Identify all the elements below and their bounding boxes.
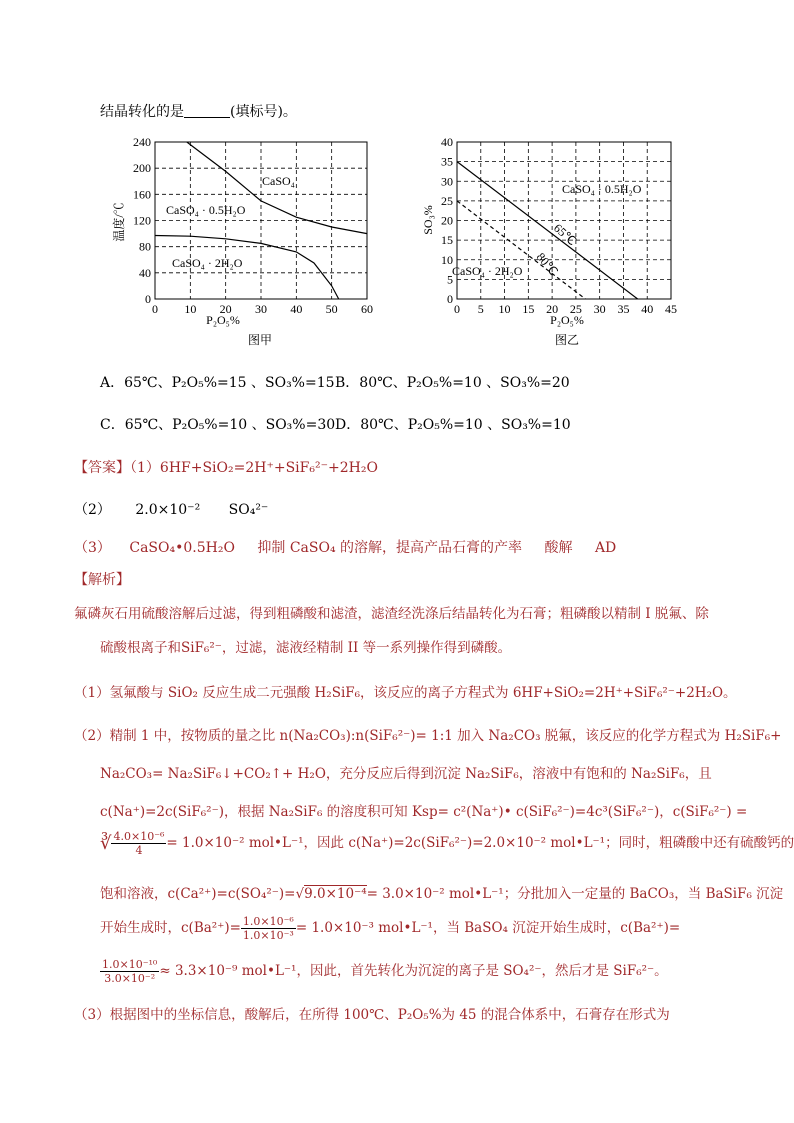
fraction-baso4 (100, 958, 159, 985)
y-tick-label: 240 (133, 135, 151, 149)
x-tick-label: 30 (593, 302, 606, 316)
analysis-p3f-line (100, 915, 680, 942)
figure-b (420, 132, 720, 361)
fraction-denominator: 4 (135, 844, 143, 857)
y-tick-label: 40 (441, 135, 453, 149)
answer-label: 【答案】 (74, 460, 130, 476)
x-tick-label: 10 (184, 302, 197, 316)
fraction-denominator: 3.0×10⁻² (104, 972, 156, 985)
y-tick-label: 15 (441, 233, 453, 248)
analysis-p3d: = 1.0×10⁻² mol•L⁻¹，因此 c(Na⁺)=2c(SiF₆²⁻)=2.0×10⁻² mol•L⁻¹；同时，粗磷酸中还有硫酸钙的 (166, 835, 794, 851)
y-tick-label: 20 (441, 213, 453, 228)
fraction-ba (241, 915, 296, 942)
figure-b-ylabel: SO₃% (421, 205, 435, 235)
analysis-p2: （1）氢氟酸与 SiO₂ 反应生成二元强酸 H₂SiF₆，该反应的离子方程式为 6HF+SiO₂=2H⁺+SiF₆²⁻+2H₂O。 (74, 685, 737, 701)
option-b: B．80℃、P₂O₅%=10 、SO₃%=20 (335, 375, 570, 391)
figure-a-caption: 图甲 (247, 333, 273, 347)
x-tick-label: 20 (546, 302, 559, 316)
x-tick-label: 60 (361, 302, 373, 316)
figure-a (110, 132, 410, 361)
analysis-p3c: c(Na⁺)=2c(SiF₆²⁻)，根据 Na₂SiF₆ 的溶度积可知 Ksp= c²(Na⁺)• c(SiF₆²⁻)=4c³(SiF₆²⁻)，c(SiF₆²⁻) = (100, 804, 748, 820)
y-tick-label: 80 (139, 239, 151, 254)
fraction-numerator: 4.0×10⁻⁶ (113, 830, 165, 843)
answer-line-1 (74, 457, 378, 477)
y-tick-label: 120 (133, 213, 151, 228)
analysis-p3: （2）精制 1 中，按物质的量之比 n(Na₂CO₃):n(SiF₆²⁻)= 1:1 加入 Na₂CO₃ 脱氟，该反应的化学方程式为 H₂SiF₆+ (74, 728, 782, 744)
figure-b-caption: 图乙 (554, 333, 580, 347)
figure-a-chart (110, 132, 410, 357)
analysis-p3f-b: = 1.0×10⁻³ mol•L⁻¹，当 BaSO₄ 沉淀开始生成时，c(Ba²⁺)= (295, 920, 681, 936)
answer-1: （1）6HF+SiO₂=2H⁺+SiF₆²⁻+2H₂O (130, 460, 378, 476)
region-label-dihydrate: CaSO₄ · 2H₂O (172, 256, 243, 270)
analysis-p3g-line (100, 958, 668, 985)
answer-2-number: （2） (74, 502, 111, 518)
x-tick-label: 10 (498, 302, 511, 316)
blank-hint: (填标号)。 (230, 104, 297, 120)
analysis-p3e-b: = 3.0×10⁻² mol•L⁻¹；分批加入一定量的 BaCO₃，当 BaSiF₆ 沉淀 (366, 886, 784, 902)
analysis-p1: 氟磷灰石用硫酸溶解后过滤，得到粗磷酸和滤渣，滤渣经洗涤后结晶转化为石膏；粗磷酸以精制 I 脱氟、除 (74, 606, 709, 622)
region-label-hemihydrate: CaSO₄ · 0.5H₂O (166, 203, 246, 217)
analysis-p3b: Na₂CO₃= Na₂SiF₆↓+CO₂↑+ H₂O，充分反应后得到沉淀 Na₂SiF₆，溶液中有饱和的 Na₂SiF₆，且 (100, 766, 712, 782)
region-label-dihydrate-b: CaSO₄ · 2H₂O (452, 264, 523, 278)
answer-line-3 (74, 537, 616, 557)
option-d: D．80℃、P₂O₅%=10 、SO₃%=10 (335, 417, 571, 433)
analysis-p3g: ≈ 3.3×10⁻⁹ mol•L⁻¹，因此，首先转化为沉淀的离子是 SO₄²⁻，然后才是 SiF₆²⁻。 (159, 963, 668, 979)
y-tick-label: 160 (133, 187, 151, 202)
answer-3-item: CaSO₄•0.5H₂O (129, 540, 235, 556)
y-tick-label: 40 (139, 265, 151, 280)
answer-3-item: 抑制 CaSO₄ 的溶解，提高产品石膏的产率 (257, 540, 523, 556)
x-tick-label: 40 (290, 302, 303, 316)
analysis-label: 【解析】 (74, 572, 130, 588)
region-label-hemihydrate-b: CaSO₄ · 0.5H₂O (562, 182, 642, 196)
series-line (457, 201, 585, 299)
y-tick-label: 25 (441, 193, 453, 208)
analysis-p4: （3）根据图中的坐标信息，酸解后，在所得 100℃、P₂O₅%为 45 的混合体系中，石膏存在形式为 (74, 1007, 670, 1023)
line-label-80: 80℃ (533, 249, 561, 279)
x-tick-label: 50 (325, 302, 338, 316)
analysis-p1b: 硫酸根离子和SiF₆²⁻，过滤，滤液经精制 II 等一系列操作得到磷酸。 (100, 640, 512, 656)
question-tail (100, 101, 297, 121)
answer-3-item: AD (594, 540, 617, 556)
y-tick-label: 200 (133, 161, 151, 176)
analysis-p3f-a: 开始生成时，c(Ba²⁺)= (100, 920, 241, 936)
y-tick-label: 30 (441, 174, 453, 189)
y-tick-label: 0 (145, 292, 151, 306)
figure-a-xlabel: P₂O₅% (206, 313, 240, 327)
question-text: 结晶转化的是 (100, 104, 184, 120)
x-tick-label: 35 (617, 302, 630, 316)
y-tick-label: 10 (441, 252, 453, 267)
line-label-65: 65℃ (550, 220, 580, 249)
x-tick-label: 15 (522, 302, 535, 316)
x-tick-label: 40 (641, 302, 654, 316)
analysis-p3e-line: 饱和溶液，c(Ca²⁺)=c(SO₄²⁻)=√9.0×10⁻⁴= 3.0×10⁻² mol•L⁻¹；分批加入一定量的 BaCO₃，当 BaSiF₆ 沉淀 (100, 886, 784, 902)
answer-3-number: （3） (74, 540, 111, 556)
fraction-numerator: 1.0×10⁻⁶ (242, 915, 294, 928)
sqrt-value: 9.0×10⁻⁴ (304, 886, 367, 902)
x-tick-label: 20 (219, 302, 232, 316)
answer-blank (184, 103, 230, 118)
x-tick-label: 5 (477, 302, 484, 316)
y-tick-label: 35 (441, 154, 453, 169)
answer-2-value: 2.0×10⁻² (135, 502, 201, 518)
y-tick-label: 5 (447, 272, 453, 287)
answer-3-item: 酸解 (544, 540, 573, 556)
figure-b-chart (420, 132, 720, 357)
sqrt-fraction (111, 830, 166, 857)
answer-2-ion: SO₄²⁻ (228, 502, 269, 518)
region-label-caso4: CaSO₄ (262, 174, 295, 188)
x-tick-label: 0 (152, 302, 158, 316)
x-tick-label: 30 (255, 302, 267, 316)
option-a: A．65℃、P₂O₅%=15 、SO₃%=15 (100, 375, 335, 391)
fraction-denominator: 1.0×10⁻³ (242, 929, 294, 942)
x-tick-label: 45 (665, 302, 677, 316)
answer-line-2 (74, 499, 268, 519)
analysis-p3d-line: ∛ $\frac{\text{4.0×10⁻⁶}}{4}$ = 1.0×10⁻² mol•L⁻¹，因此 c(Na⁺)=2c(SiF₆²⁻)=2.0×10⁻² mol•L⁻¹；同时，粗磷酸中还有硫酸钙的 (100, 830, 794, 857)
figure-a-ylabel: 温度/℃ (112, 202, 126, 242)
fraction-numerator: 1.0×10⁻¹⁰ (102, 958, 158, 971)
analysis-p3e-a: 饱和溶液，c(Ca²⁺)=c(SO₄²⁻)= (100, 886, 296, 902)
x-tick-label: 25 (569, 302, 582, 316)
figure-b-xlabel: P₂O₅% (550, 313, 584, 327)
x-tick-label: 0 (454, 302, 460, 316)
option-c: C．65℃、P₂O₅%=10 、SO₃%=30 (100, 417, 336, 433)
y-tick-label: 0 (447, 292, 453, 306)
